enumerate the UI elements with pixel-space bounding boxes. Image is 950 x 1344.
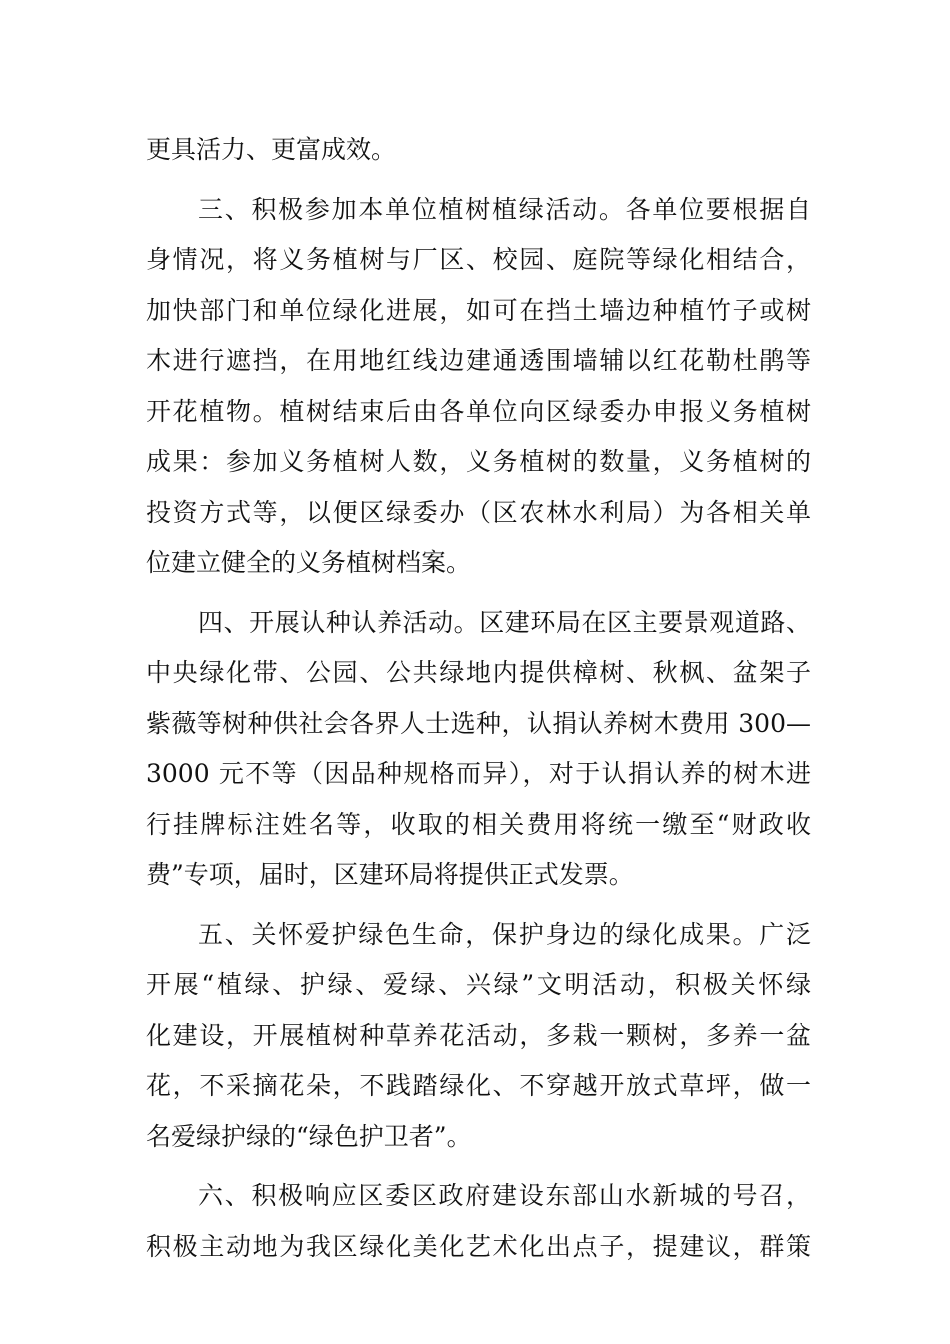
text-line: 中央绿化带、公园、公共绿地内提供樟树、秋枫、盆架子 — [146, 658, 811, 687]
text-line: 木进行遮挡，在用地红线边建通透围墙辅以红花勒杜鹃等 — [146, 346, 811, 375]
text-line: 积极主动地为我区绿化美化艺术化出点子，提建议，群策 — [146, 1231, 811, 1261]
document-body — [146, 125, 811, 1272]
paragraph-section-6 — [146, 1171, 811, 1272]
text-line: 四、开展认种认养活动。区建环局在区主要景观道路、 — [198, 607, 811, 637]
text-line: 身情况，将义务植树与厂区、校园、庭院等绿化相结合， — [146, 245, 811, 274]
text-line: 行挂牌标注姓名等，收取的相关费用将统一缴至“财政收 — [146, 809, 811, 839]
paragraph-section-4 — [146, 598, 811, 901]
text-line: 五、关怀爱护绿色生命，保护身边的绿化成果。广泛 — [198, 919, 811, 949]
text-line: 化建设，开展植树种草养花活动，多栽一颗树，多养一盆 — [146, 1020, 811, 1050]
text-line: 位建立健全的义务植树档案。 — [146, 548, 472, 577]
text-line: 加快部门和单位绿化进展，如可在挡土墙边种植竹子或树 — [146, 295, 811, 325]
text-line: 花，不采摘花朵，不践踏绿化、不穿越开放式草坪，做一 — [146, 1071, 811, 1100]
text-line: 开展“植绿、护绿、爱绿、兴绿”文明活动，积极关怀绿 — [146, 970, 811, 999]
text-line: 名爱绿护绿的“绿色护卫者”。 — [146, 1121, 472, 1151]
text-line: 投资方式等，以便区绿委办（区农林水利局）为各相关单 — [146, 497, 811, 527]
text-line: 三、积极参加本单位植树植绿活动。各单位要根据自 — [198, 194, 811, 224]
text-line: 3000 元不等（因品种规格而异），对于认捐认养的树木进 — [146, 759, 811, 788]
paragraph-continuation — [146, 125, 811, 176]
paragraph-section-5 — [146, 910, 811, 1163]
text-line: 更具活力、更富成效。 — [146, 135, 397, 164]
text-line: 六、积极响应区委区政府建设东部山水新城的号召， — [198, 1181, 811, 1210]
text-line: 开花植物。植树结束后由各单位向区绿委办申报义务植树 — [146, 396, 811, 426]
paragraph-section-3 — [146, 185, 811, 589]
text-line: 费”专项，届时，区建环局将提供正式发票。 — [146, 860, 634, 889]
text-line: 成果：参加义务植树人数，义务植树的数量，义务植树的 — [146, 447, 811, 476]
text-line: 紫薇等树种供社会各界人士选种，认捐认养树木费用 300— — [146, 708, 811, 738]
